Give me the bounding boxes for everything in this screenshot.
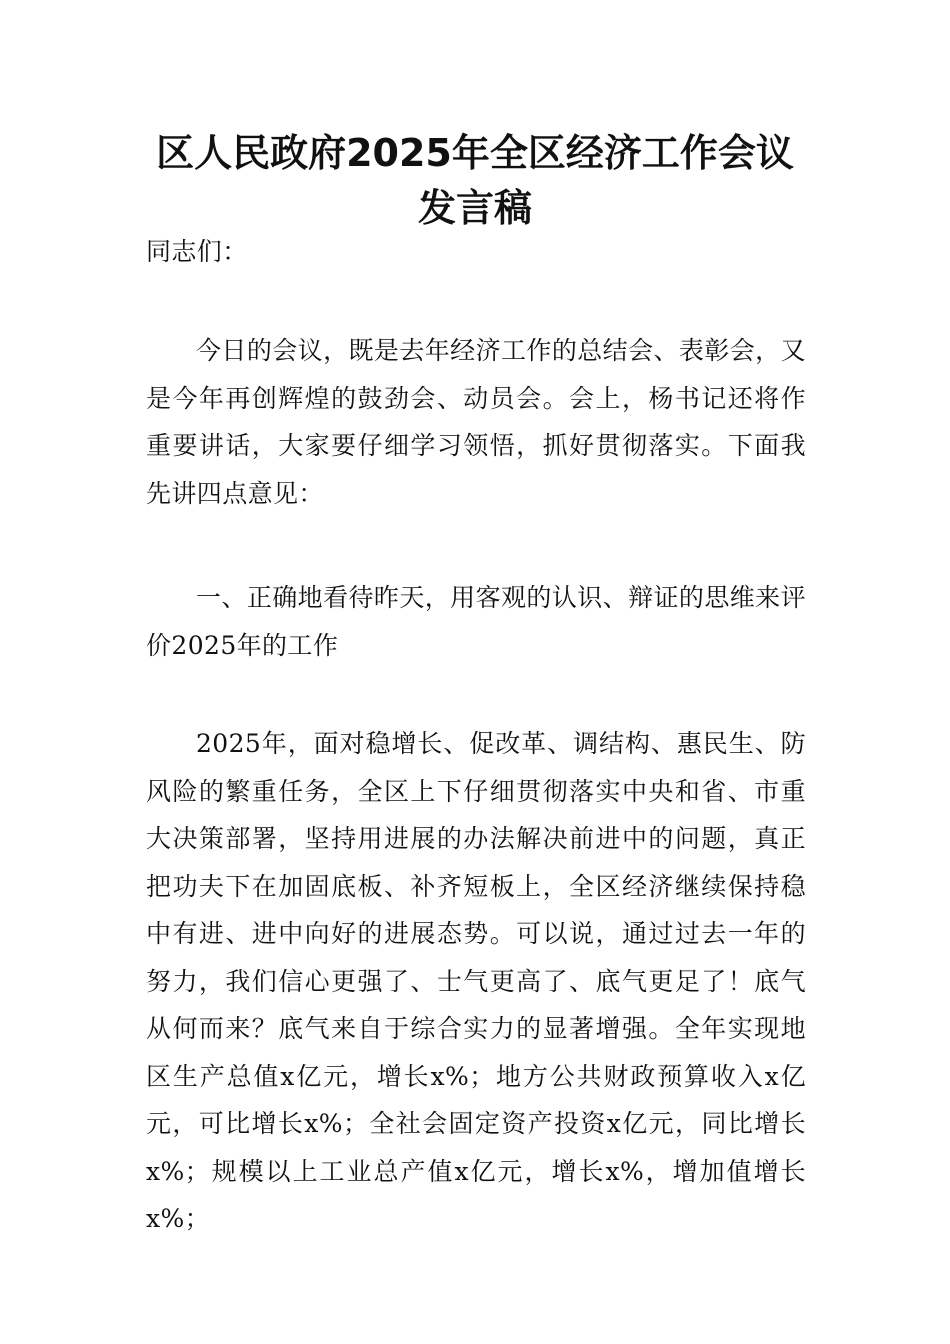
paragraph-review-2025: 2025年，面对稳增长、促改革、调结构、惠民生、防风险的繁重任务，全区上下仔细贯彻落实中央和省、市重大决策部署，坚持用进展的办法解决前进中的问题，真正把功夫下在加固底板、补齐短板上，全区经济继续保持稳中有进、进中向好的进展态势。可以说，通过过去一年的努力，我们信心更强了、士气更高了、底气更足了！底气从何而来？底气来自于综合实力的显著增强。全年实现地区生产总值x亿元，增长x%；地方公共财政预算收入x亿元，可比增长x%；全社会固定资产投资x亿元，同比增长x%；规模以上工业总产值x亿元，增长x%，增加值增长x%；	[146, 729, 806, 1233]
document-title	[140, 126, 810, 236]
salutation: 同志们：	[146, 237, 248, 266]
section-heading-1: 一、正确地看待昨天，用客观的认识、辩证的思维来评价2025年的工作	[146, 583, 806, 660]
title-line-1: 区人民政府2025年全区经济工作会议	[156, 131, 794, 175]
title-line-2: 发言稿	[417, 186, 532, 230]
paragraph-opening: 今日的会议，既是去年经济工作的总结会、表彰会，又是今年再创辉煌的鼓劲会、动员会。会上，杨书记还将作重要讲话，大家要仔细学习领悟，抓好贯彻落实。下面我先讲四点意见：	[146, 336, 806, 508]
